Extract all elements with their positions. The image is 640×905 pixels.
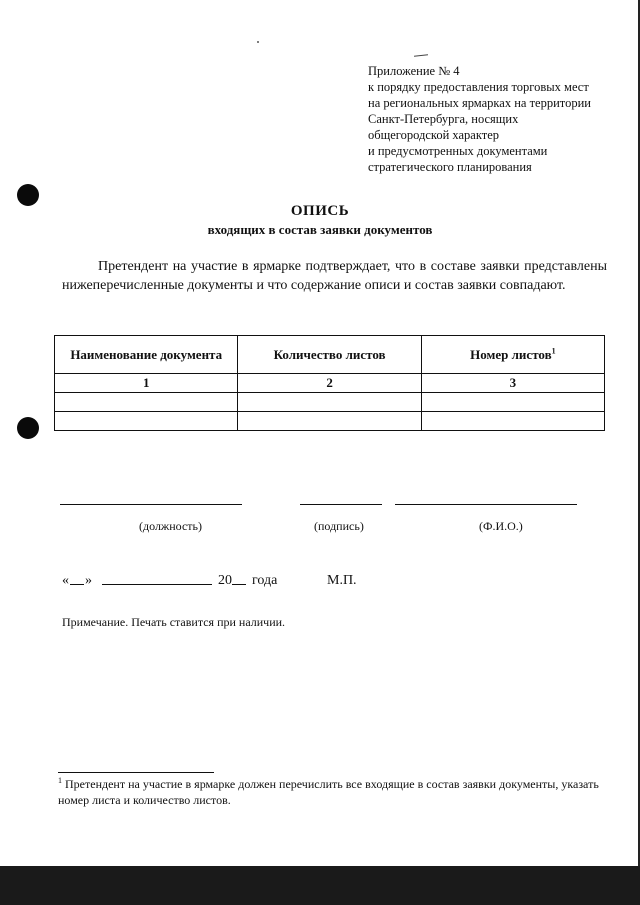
document-subtitle: входящих в состав заявки документов (207, 222, 433, 237)
table-row (55, 412, 605, 431)
punch-hole-bottom (17, 417, 39, 439)
name-caption: (Ф.И.О.) (479, 519, 523, 533)
footnote-separator (58, 772, 214, 773)
appendix-line: стратегического планирования (368, 160, 532, 174)
table-cell[interactable] (55, 393, 238, 412)
column-number: 2 (238, 374, 421, 393)
year-prefix: 20 (218, 573, 232, 588)
footnote-ref: 1 (551, 346, 556, 356)
date-close-quote: » (85, 573, 92, 588)
appendix-line: и предусмотренных документами (368, 144, 548, 158)
scan-speck (257, 41, 259, 43)
seal-label: М.П. (327, 573, 357, 588)
appendix-line: Приложение № 4 (368, 64, 460, 78)
date-open-quote: « (62, 573, 69, 588)
scan-bottom-border (0, 866, 640, 905)
appendix-header (368, 63, 628, 175)
table-header-row (55, 336, 605, 374)
appendix-line: на региональных ярмарках на территории (368, 96, 591, 110)
footnote-text: Претендент на участие в ярмарке должен перечислить все входящие в состав заявки документы, указать номер листа и количество листов. (58, 777, 599, 807)
appendix-line: к порядку предоставления торговых мест (368, 80, 589, 94)
header-document-name: Наименование документа (55, 336, 238, 374)
table-cell[interactable] (55, 412, 238, 431)
table-cell[interactable] (238, 412, 421, 431)
intro-paragraph (62, 258, 607, 295)
scan-mark (414, 54, 428, 56)
signature-caption: (подпись) (314, 519, 364, 533)
table-number-row (55, 374, 605, 393)
document-title: ОПИСЬ (290, 203, 350, 219)
note-text: Примечание. Печать ставится при наличии. (62, 615, 286, 629)
header-sheet-count: Количество листов (238, 336, 421, 374)
date-field (62, 573, 277, 589)
year-suffix: года (252, 573, 278, 588)
position-caption: (должность) (139, 519, 202, 533)
table-cell[interactable] (421, 393, 604, 412)
header-sheet-numbers: Номер листов$^1$ (421, 336, 604, 374)
table-row (55, 393, 605, 412)
documents-table (54, 335, 605, 431)
appendix-line: общегородской характер (368, 128, 499, 142)
signature-line[interactable] (300, 504, 382, 505)
year-blank[interactable] (232, 584, 246, 585)
footnote (58, 776, 618, 808)
position-line[interactable] (60, 504, 242, 505)
column-number: 1 (55, 374, 238, 393)
name-line[interactable] (395, 504, 577, 505)
column-number: 3 (421, 374, 604, 393)
footnote-mark: 1 (58, 776, 62, 785)
table-cell[interactable] (238, 393, 421, 412)
table-cell[interactable] (421, 412, 604, 431)
appendix-line: Санкт-Петербурга, носящих (368, 112, 519, 126)
day-blank[interactable] (70, 584, 84, 585)
month-blank[interactable] (102, 584, 212, 585)
intro-paragraph-text: Претендент на участие в ярмарке подтверждает, что в составе заявки представлены нижеперечисленные документы и что содержание описи и состав заявки совпадают. (62, 259, 607, 293)
